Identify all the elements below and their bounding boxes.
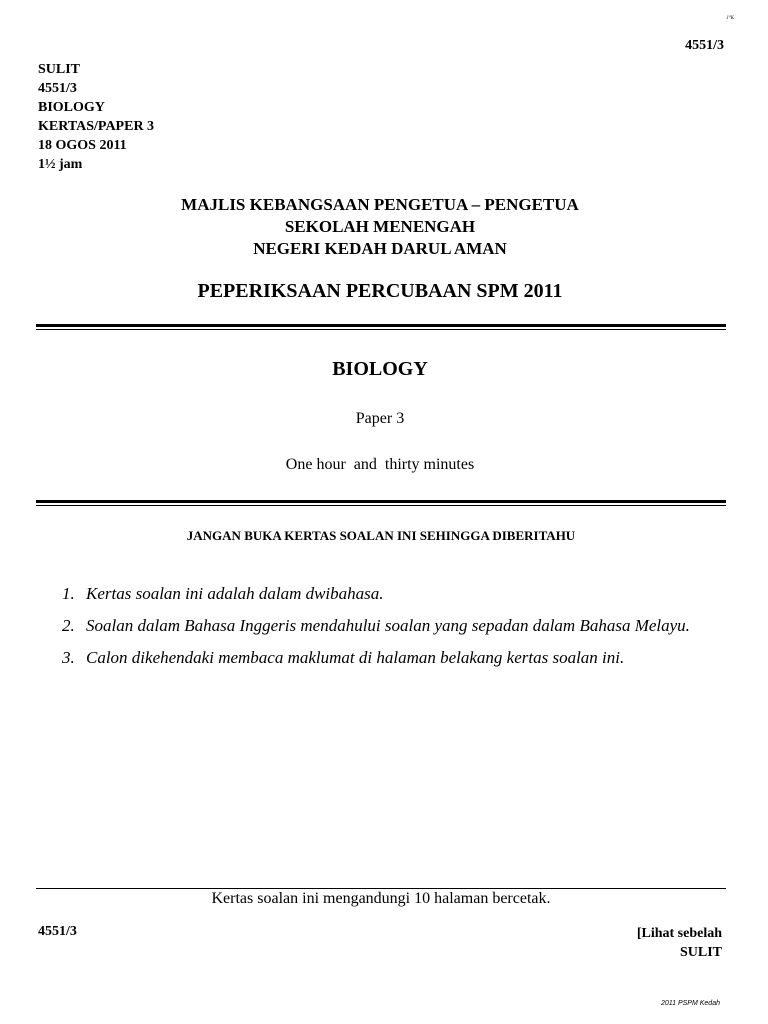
warning-notice: JANGAN BUKA KERTAS SOALAN INI SEHINGGA DIBERITAHU [186, 528, 576, 543]
cover-meta [38, 60, 154, 174]
council-line-2: SEKOLAH MENENGAH [284, 217, 476, 236]
exam-title: PEPERIKSAAN PERCUBAAN SPM 2011 [197, 280, 563, 302]
exam-date: 18 OGOS 2011 [38, 138, 127, 153]
exam-duration: One hour and thirty minutes [285, 456, 475, 473]
instruction-text: Calon dikehendaki membaca maklumat di halaman belakang kertas soalan ini. [86, 648, 625, 667]
instruction-number: 1. [62, 584, 75, 603]
divider-middle [36, 500, 726, 506]
paper-number: Paper 3 [355, 410, 405, 427]
instruction-item [62, 578, 730, 610]
instruction-text: Kertas soalan ini adalah dalam dwibahasa. [86, 584, 384, 603]
council-line-3: NEGERI KEDAH DARUL AMAN [253, 239, 507, 258]
council-heading [0, 194, 760, 260]
instruction-number: 2. [62, 616, 75, 635]
page-count-note: Kertas soalan ini mengandungi 10 halaman bercetak. [211, 890, 551, 907]
instructions-list [62, 578, 730, 674]
turn-over-label: [Lihat sebelah [636, 926, 722, 941]
divider-top [36, 324, 726, 330]
paper-code-bottom: 4551/3 [38, 924, 77, 939]
council-line-1: MAJLIS KEBANGSAAN PENGETUA – PENGETUA [181, 195, 579, 214]
instruction-item [62, 642, 730, 674]
corner-mark: ᴶ'ᴷ [726, 14, 735, 23]
subject-label: BIOLOGY [38, 100, 105, 115]
paper-code: 4551/3 [38, 81, 77, 96]
turn-over-note [637, 924, 722, 962]
classification-label: SULIT [38, 62, 81, 77]
subject-title: BIOLOGY [332, 358, 428, 380]
instruction-item [62, 610, 730, 642]
exam-duration-short: 1½ jam [38, 157, 83, 172]
paper-label: KERTAS/PAPER 3 [38, 119, 155, 134]
instruction-text: Soalan dalam Bahasa Inggeris mendahului soalan yang sepadan dalam Bahasa Melayu. [86, 616, 690, 635]
instruction-number: 3. [62, 648, 75, 667]
classification-footer: SULIT [679, 945, 722, 960]
publisher-mark: 2011 PSPM Kedah [660, 1000, 720, 1007]
paper-code-top: 4551/3 [685, 38, 724, 53]
divider-bottom [36, 888, 726, 889]
